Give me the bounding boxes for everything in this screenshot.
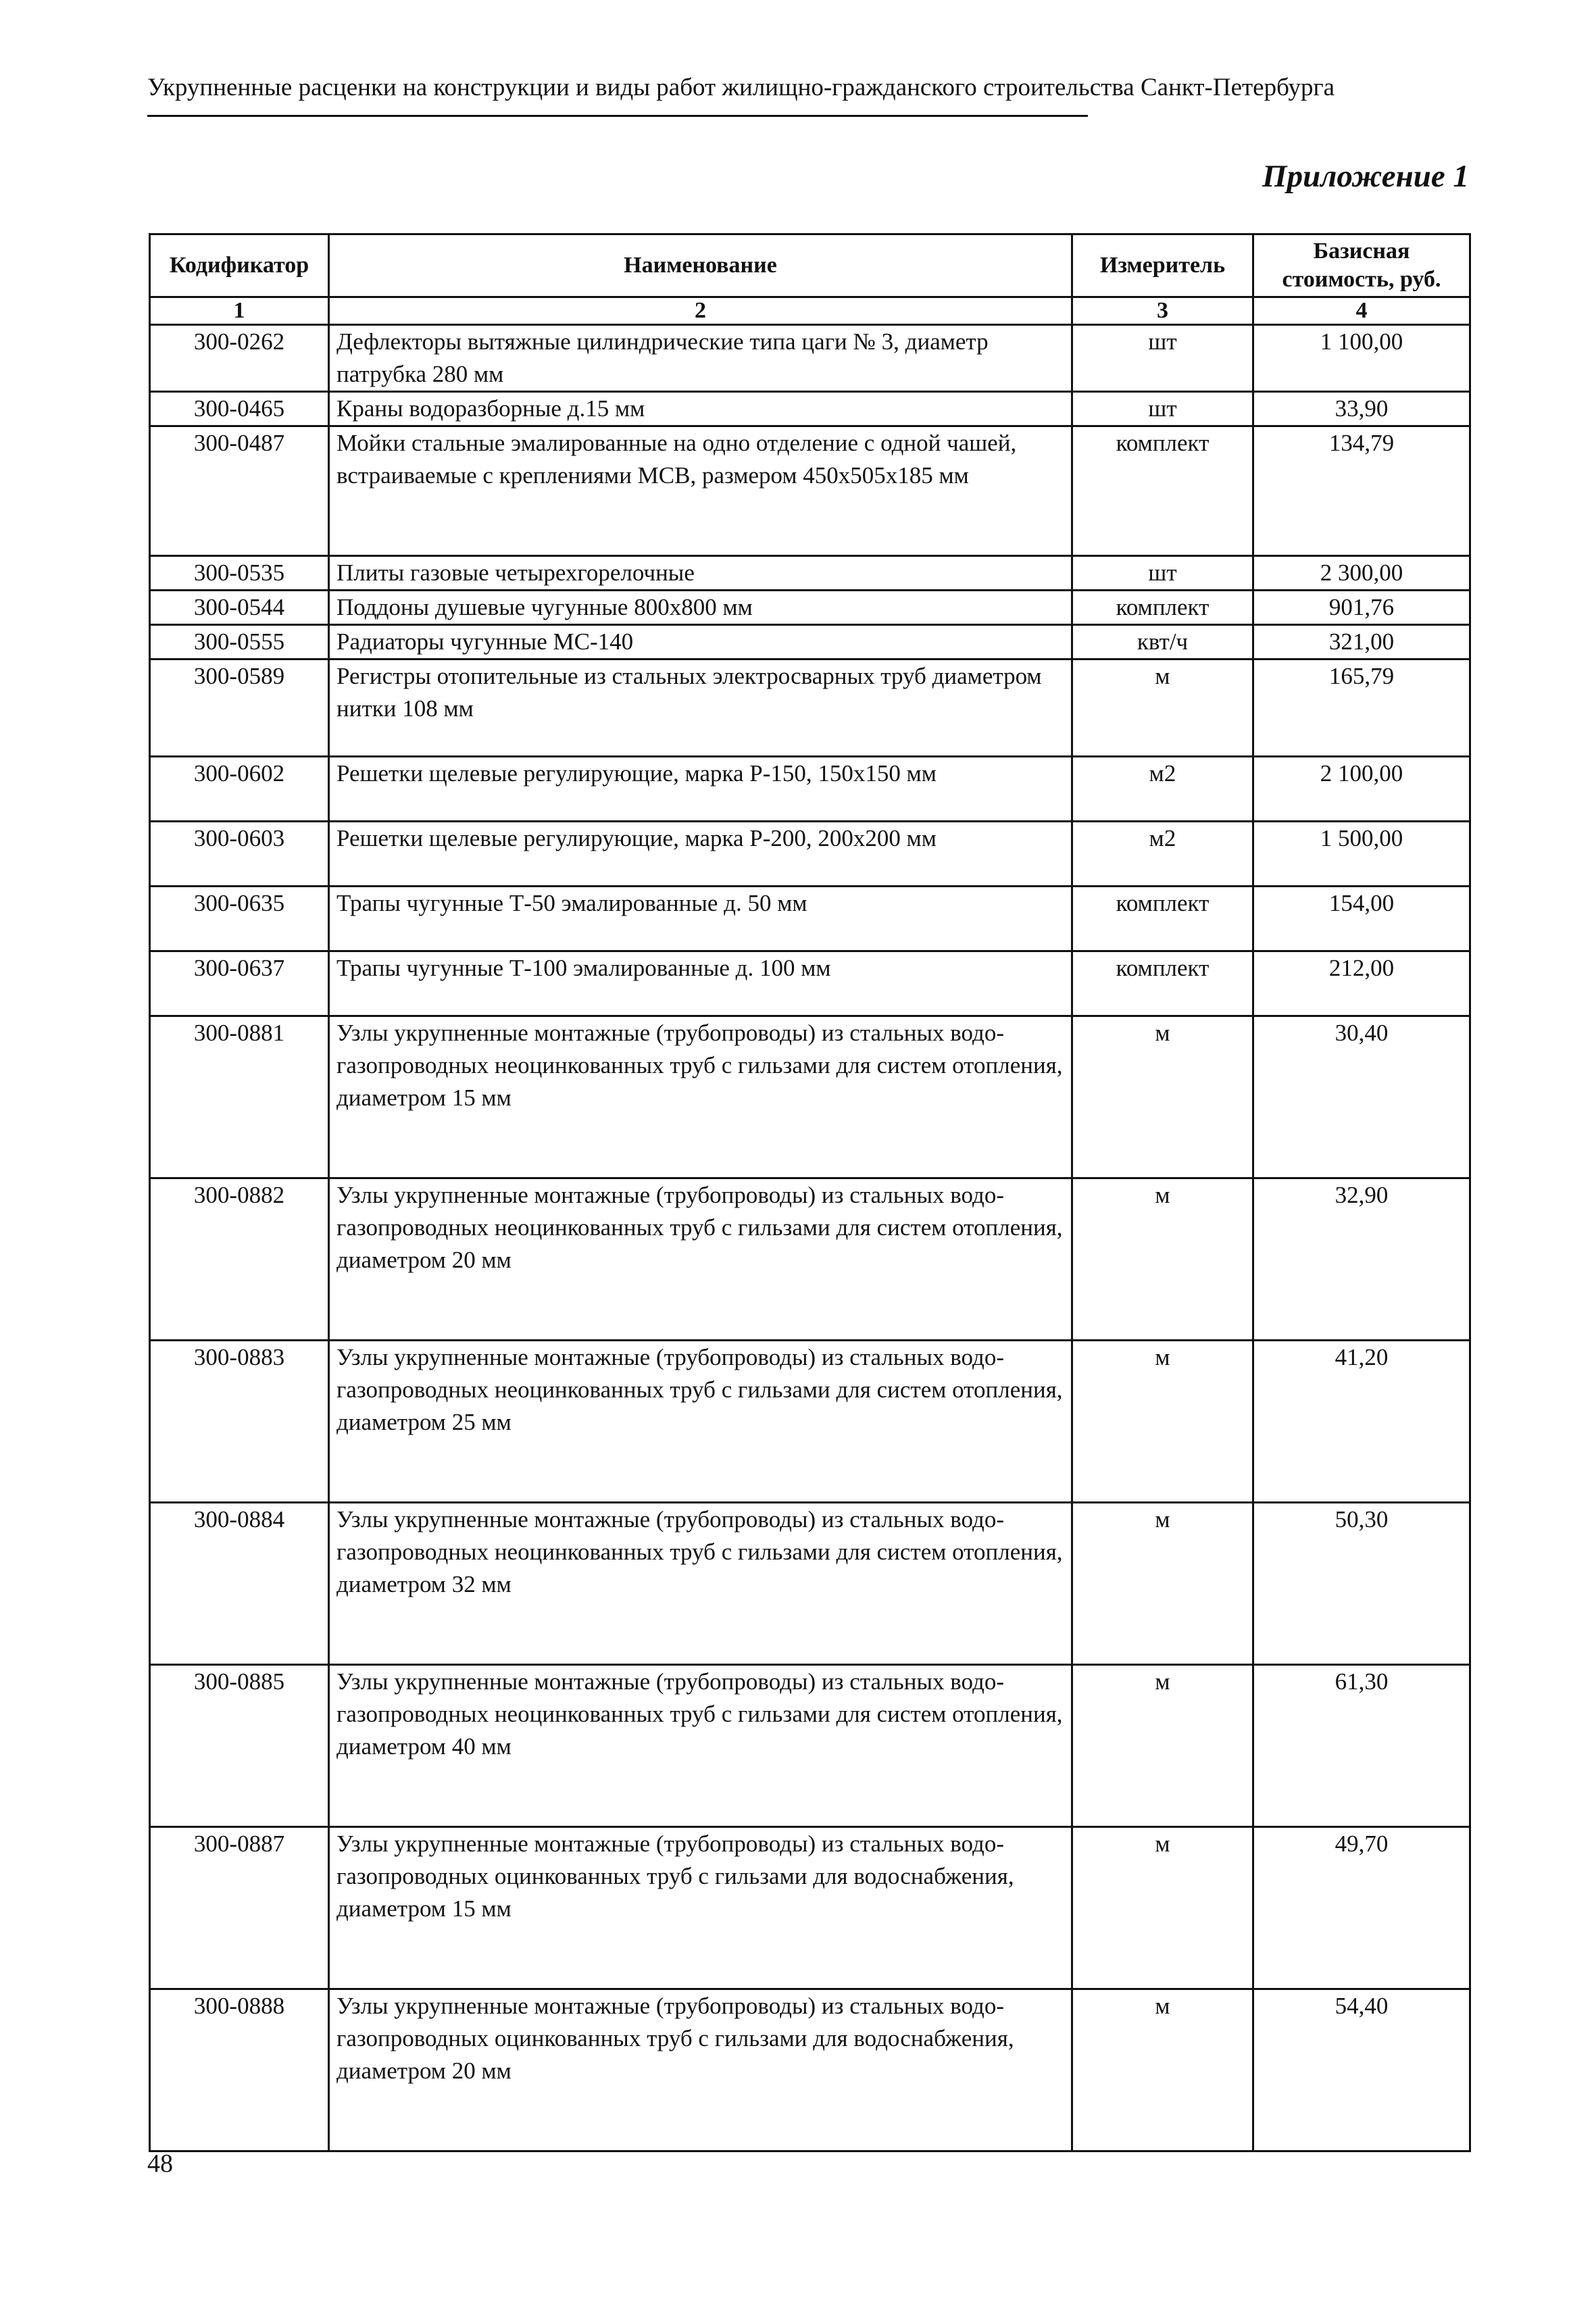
- column-header-unit: Измеритель: [1072, 234, 1253, 297]
- price-cell: 134,79: [1253, 426, 1470, 556]
- price-cell: 1 500,00: [1253, 822, 1470, 887]
- name-cell: Узлы укрупненные монтажные (трубопроводы) из стальных водо-газопроводных неоцинкованных труб с гильзами для систем отопления, диаметром 15 мм: [329, 1016, 1072, 1178]
- table-row: [150, 1178, 1470, 1341]
- table-row: [150, 1827, 1470, 1989]
- name-cell: Узлы укрупненные монтажные (трубопроводы) из стальных водо-газопроводных неоцинкованных труб с гильзами для систем отопления, диаметром 32 мм: [329, 1503, 1072, 1665]
- unit-cell: шт: [1072, 556, 1253, 591]
- price-cell: 2 100,00: [1253, 757, 1470, 822]
- name-cell: Поддоны душевые чугунные 800х800 мм: [329, 591, 1072, 625]
- unit-cell: квт/ч: [1072, 625, 1253, 659]
- unit-cell: м: [1072, 1178, 1253, 1341]
- unit-cell: м: [1072, 1341, 1253, 1503]
- code-cell: 300-0603: [150, 822, 329, 887]
- header-rule: [147, 115, 1088, 117]
- unit-cell: м: [1072, 659, 1253, 757]
- price-cell: 30,40: [1253, 1016, 1470, 1178]
- price-cell: 50,30: [1253, 1503, 1470, 1665]
- price-cell: 32,90: [1253, 1178, 1470, 1341]
- column-number: 2: [329, 297, 1072, 325]
- table-row: [150, 556, 1470, 591]
- name-cell: Радиаторы чугунные МС-140: [329, 625, 1072, 659]
- price-cell: 165,79: [1253, 659, 1470, 757]
- column-number: 1: [150, 297, 329, 325]
- price-cell: 33,90: [1253, 392, 1470, 426]
- unit-cell: м2: [1072, 822, 1253, 887]
- price-cell: 212,00: [1253, 951, 1470, 1016]
- name-cell: Краны водоразборные д.15 мм: [329, 392, 1072, 426]
- table-row: [150, 1989, 1470, 2151]
- unit-cell: м: [1072, 1989, 1253, 2151]
- name-cell: Трапы чугунные Т-50 эмалированные д. 50 мм: [329, 887, 1072, 951]
- column-number: 4: [1253, 297, 1470, 325]
- unit-cell: шт: [1072, 392, 1253, 426]
- code-cell: 300-0887: [150, 1827, 329, 1989]
- column-number-row: [150, 297, 1470, 325]
- column-header-price: Базисная стоимость, руб.: [1253, 234, 1470, 297]
- price-cell: 901,76: [1253, 591, 1470, 625]
- name-cell: Регистры отопительные из стальных электросварных труб диаметром нитки 108 мм: [329, 659, 1072, 757]
- unit-cell: м: [1072, 1503, 1253, 1665]
- table-row: [150, 591, 1470, 625]
- table-row: [150, 1665, 1470, 1827]
- table-row: [150, 1341, 1470, 1503]
- unit-cell: комплект: [1072, 591, 1253, 625]
- code-cell: 300-0883: [150, 1341, 329, 1503]
- table-row: [150, 1016, 1470, 1178]
- code-cell: 300-0888: [150, 1989, 329, 2151]
- price-cell: 1 100,00: [1253, 325, 1470, 392]
- unit-cell: комплект: [1072, 951, 1253, 1016]
- name-cell: Трапы чугунные Т-100 эмалированные д. 100 мм: [329, 951, 1072, 1016]
- unit-cell: м: [1072, 1665, 1253, 1827]
- column-number: 3: [1072, 297, 1253, 325]
- price-cell: 154,00: [1253, 887, 1470, 951]
- unit-cell: шт: [1072, 325, 1253, 392]
- table-row: [150, 426, 1470, 556]
- table-row: [150, 887, 1470, 951]
- name-cell: Мойки стальные эмалированные на одно отделение с одной чашей, встраиваемые с креплениями МСВ, размером 450х505х185 мм: [329, 426, 1072, 556]
- code-cell: 300-0465: [150, 392, 329, 426]
- table-row: [150, 392, 1470, 426]
- code-cell: 300-0884: [150, 1503, 329, 1665]
- code-cell: 300-0487: [150, 426, 329, 556]
- code-cell: 300-0262: [150, 325, 329, 392]
- unit-cell: м: [1072, 1827, 1253, 1989]
- table-row: [150, 951, 1470, 1016]
- table-row: [150, 659, 1470, 757]
- price-cell: 49,70: [1253, 1827, 1470, 1989]
- table-body: [150, 325, 1470, 2151]
- code-cell: 300-0535: [150, 556, 329, 591]
- name-cell: Плиты газовые четырехгорелочные: [329, 556, 1072, 591]
- price-cell: 41,20: [1253, 1341, 1470, 1503]
- table-row: [150, 1503, 1470, 1665]
- code-cell: 300-0635: [150, 887, 329, 951]
- unit-cell: м2: [1072, 757, 1253, 822]
- code-cell: 300-0882: [150, 1178, 329, 1341]
- name-cell: Решетки щелевые регулирующие, марка Р-200, 200х200 мм: [329, 822, 1072, 887]
- table-row: [150, 325, 1470, 392]
- column-header-name: Наименование: [329, 234, 1072, 297]
- name-cell: Решетки щелевые регулирующие, марка Р-150, 150х150 мм: [329, 757, 1072, 822]
- price-table: [149, 233, 1471, 2152]
- code-cell: 300-0602: [150, 757, 329, 822]
- name-cell: Дефлекторы вытяжные цилиндрические типа цаги № 3, диаметр патрубка 280 мм: [329, 325, 1072, 392]
- price-cell: 61,30: [1253, 1665, 1470, 1827]
- unit-cell: м: [1072, 1016, 1253, 1178]
- table-row: [150, 822, 1470, 887]
- table-header-row: [150, 234, 1470, 297]
- name-cell: Узлы укрупненные монтажные (трубопроводы) из стальных водо-газопроводных неоцинкованных труб с гильзами для систем отопления, диаметром 25 мм: [329, 1341, 1072, 1503]
- code-cell: 300-0555: [150, 625, 329, 659]
- price-cell: 321,00: [1253, 625, 1470, 659]
- code-cell: 300-0637: [150, 951, 329, 1016]
- name-cell: Узлы укрупненные монтажные (трубопроводы) из стальных водо-газопроводных неоцинкованных труб с гильзами для систем отопления, диаметром 20 мм: [329, 1178, 1072, 1341]
- code-cell: 300-0589: [150, 659, 329, 757]
- code-cell: 300-0885: [150, 1665, 329, 1827]
- column-header-code: Кодификатор: [150, 234, 329, 297]
- table-row: [150, 757, 1470, 822]
- table-row: [150, 625, 1470, 659]
- name-cell: Узлы укрупненные монтажные (трубопроводы) из стальных водо-газопроводных неоцинкованных труб с гильзами для систем отопления, диаметром 40 мм: [329, 1665, 1072, 1827]
- code-cell: 300-0881: [150, 1016, 329, 1178]
- page-number: 48: [147, 2149, 173, 2178]
- name-cell: Узлы укрупненные монтажные (трубопроводы) из стальных водо-газопроводных оцинкованных труб с гильзами для водоснабжения, диаметром 20 мм: [329, 1989, 1072, 2151]
- price-cell: 2 300,00: [1253, 556, 1470, 591]
- price-cell: 54,40: [1253, 1989, 1470, 2151]
- appendix-label: Приложение 1: [1262, 159, 1469, 194]
- name-cell: Узлы укрупненные монтажные (трубопроводы) из стальных водо-газопроводных оцинкованных труб с гильзами для водоснабжения, диаметром 15 мм: [329, 1827, 1072, 1989]
- page-header: Укрупненные расценки на конструкции и виды работ жилищно-гражданского строительства Санкт-Петербурга: [147, 74, 1335, 101]
- code-cell: 300-0544: [150, 591, 329, 625]
- unit-cell: комплект: [1072, 426, 1253, 556]
- unit-cell: комплект: [1072, 887, 1253, 951]
